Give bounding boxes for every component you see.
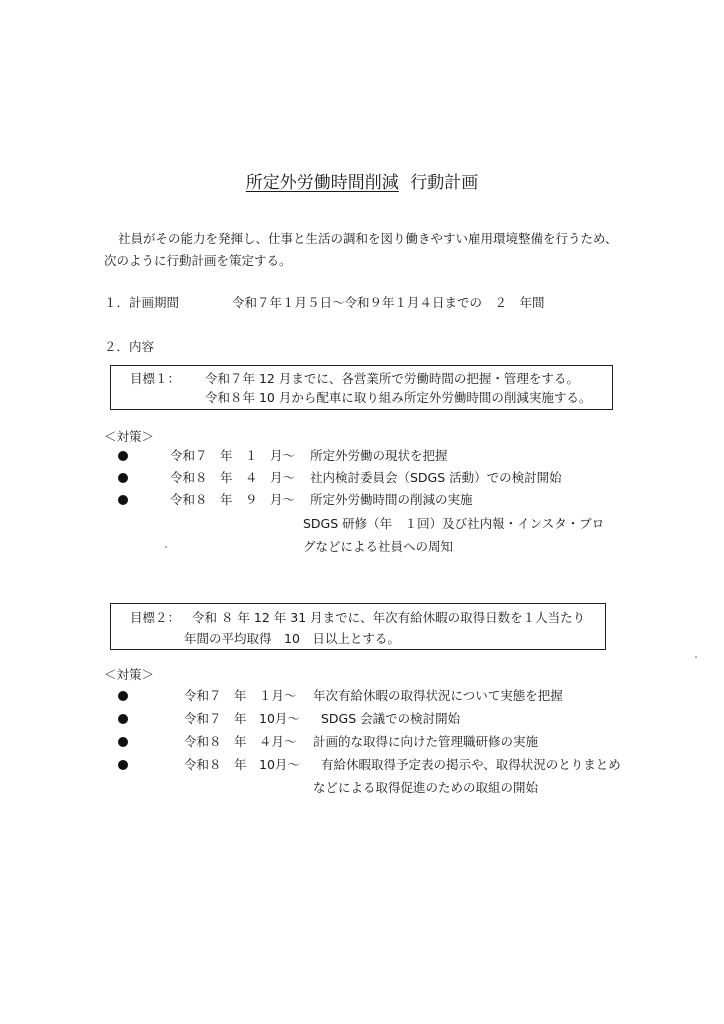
section1-period: 令和７年１月５日～令和９年１月４日までの ２ 年間: [232, 295, 545, 310]
measure2-text-4: 有給休暇取得予定表の掲示や、取得状況のとりまとめ: [321, 757, 621, 772]
measure2-text-2: SDGS 会議での検討開始: [321, 711, 461, 726]
bullet-icon: [118, 451, 128, 461]
bullet-icon: [118, 760, 128, 770]
page-title: [0, 175, 724, 192]
measure1-continuation-2: グなどによる社員への周知: [303, 539, 454, 554]
measure1-date-3: 令和８ 年 ９ 月～: [170, 492, 296, 507]
goal1-line-2: 令和８年 10 月から配車に取り組み所定外労働時間の削減実施する。: [205, 390, 592, 405]
measure1-date-2: 令和８ 年 ４ 月～: [170, 470, 296, 485]
measure1-date-1: 令和７ 年 １ 月～: [170, 448, 296, 463]
section1-label: １．計画期間: [104, 295, 180, 310]
goal1-label: 目標１：: [130, 371, 181, 386]
measure2-date-1: 令和７ 年 １月～: [184, 688, 297, 703]
measure1-text-3: 所定外労働時間の削減の実施: [310, 492, 473, 507]
measures2-label: ＜対策＞: [104, 667, 155, 682]
measure2-text-1: 年次有給休暇の取得状況について実態を把握: [313, 688, 563, 703]
measure2-date-2: 令和７ 年 10月～: [184, 711, 300, 726]
goal1-line-1: 令和７年 12 月までに、各営業所で労働時間の把握・管理をする。: [205, 371, 579, 386]
goal2-label: 目標２：: [130, 610, 181, 625]
measure2-text-3: 計画的な取得に向けた管理職研修の実施: [313, 734, 539, 749]
goal2-line-2: 年間の平均取得 10 日以上とする。: [184, 631, 400, 646]
scan-speck: [695, 656, 697, 658]
measure1-text-2: 社内検討委員会（SDGS 活動）での検討開始: [310, 470, 562, 485]
bullet-icon: [118, 473, 128, 483]
bullet-icon: [118, 691, 128, 701]
measure2-date-3: 令和８ 年 ４月～: [184, 734, 297, 749]
goal2-line-1: 令和 ８ 年 12 年 31 月までに、年次有給休暇の取得日数を１人当たり: [192, 610, 586, 625]
title-underlined: 所定外労働時間削減: [245, 173, 399, 193]
measure2-date-4: 令和８ 年 10月～: [184, 757, 300, 772]
measure1-text-1: 所定外労働の現状を把握: [310, 448, 448, 463]
measure2-continuation: などによる取得促進のための取組の開始: [313, 780, 539, 795]
measure1-continuation-1: SDGS 研修（年 １回）及び社内報・インスタ・ブロ: [303, 516, 605, 531]
bullet-icon: [118, 495, 128, 505]
bullet-icon: [118, 714, 128, 724]
intro-line-1: 社員がその能力を発揮し、仕事と生活の調和を図り働きやすい雇用環境整備を行うため、: [118, 231, 618, 246]
scan-speck: [165, 546, 167, 548]
title-suffix: 行動計画: [410, 173, 479, 193]
section2-label: ２．内容: [104, 339, 155, 354]
intro-line-2: 次のように行動計画を策定する。: [104, 253, 292, 268]
measures1-label: ＜対策＞: [104, 429, 155, 444]
bullet-icon: [118, 737, 128, 747]
